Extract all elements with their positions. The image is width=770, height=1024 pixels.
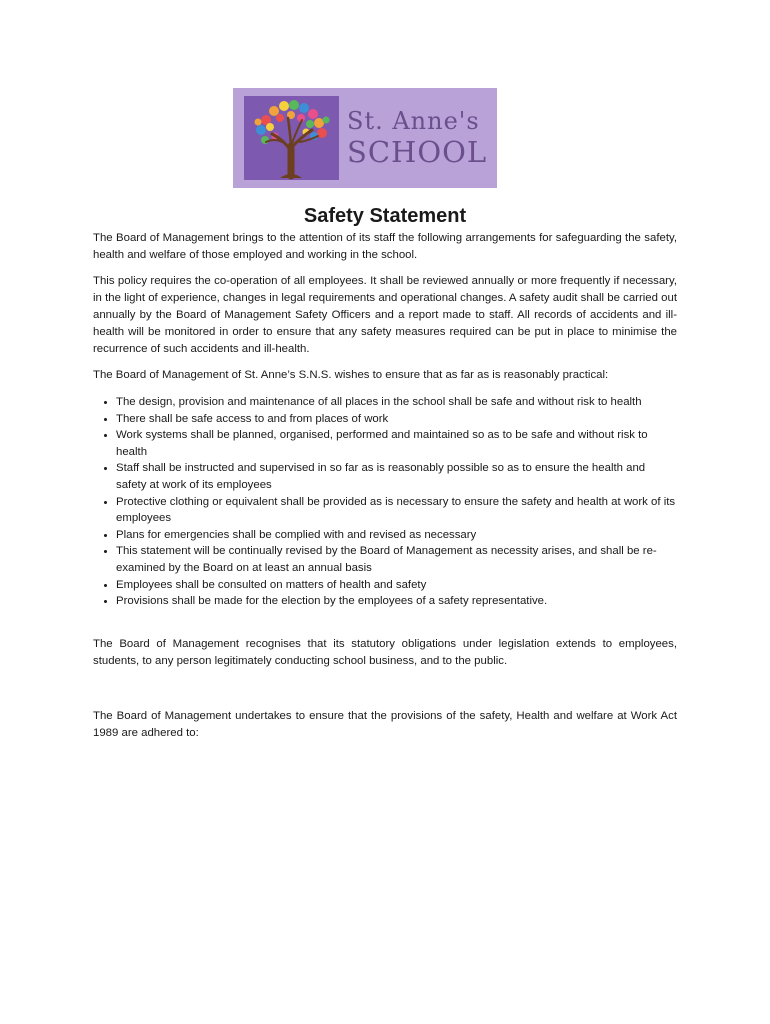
list-item: • Protective clothing or equivalent shall be provided as is necessary to ensure the safety and health at work of its employees [116,494,677,527]
list-item: • Staff shall be instructed and supervised in so far as is reasonably possible so as to ensure the health and safety at work of its employees [116,460,677,493]
list-item: • Employees shall be consulted on matters of health and safety [116,577,677,594]
list-item: • Provisions shall be made for the election by the employees of a safety representative. [116,593,677,610]
tree-icon [244,96,339,180]
list-item: • This statement will be continually revised by the Board of Management as necessity arises, and shall be re-examined by the Board on at least an annual basis [116,543,677,576]
list-item: • There shall be safe access to and from places of work [116,411,677,428]
document-body [93,230,677,751]
policy-paragraph: This policy requires the co-operation of all employees. It shall be reviewed annually or more frequently if necessary, in the light of experience, changes in legal requirements and operational changes. A safety audit shall be carried out annually by the Board of Management Safety Officers and a report made to staff. All records of accidents and ill-health will be monitored in order to ensure that any safety measures required can be put in place to minimise the recurrence of such accidents and ill-health. [93,275,677,355]
intro-paragraph: The Board of Management brings to the attention of its staff the following arrangements for safeguarding the safety, health and welfare of those employed and working in the school. [93,232,677,261]
commitment-paragraph: The Board of Management of St. Anne’s S.N.S. wishes to ensure that as far as is reasonably practical: [93,369,609,381]
logo-school-name: St. Anne's [347,107,480,135]
logo-wordmark [347,106,487,168]
document-title: Safety Statement [303,205,467,227]
undertaking-paragraph: The Board of Management undertakes to ensure that the provisions of the safety, Health and welfare at Work Act 1989 are adhered to: [93,709,677,739]
logo-school-word: SCHOOL [347,135,488,169]
list-item: • Work systems shall be planned, organised, performed and maintained so as to be safe and without risk to health [116,427,677,460]
school-logo [233,88,497,188]
list-item: • The design, provision and maintenance of all places in the school shall be safe and without risk to health [116,394,677,411]
safety-measures-list [93,394,677,610]
list-item: • Plans for emergencies shall be complied with and revised as necessary [116,527,677,544]
obligations-paragraph: The Board of Management recognises that its statutory obligations under legislation extends to employees, students, to any person legitimately conducting school business, and to the public. [93,637,677,667]
